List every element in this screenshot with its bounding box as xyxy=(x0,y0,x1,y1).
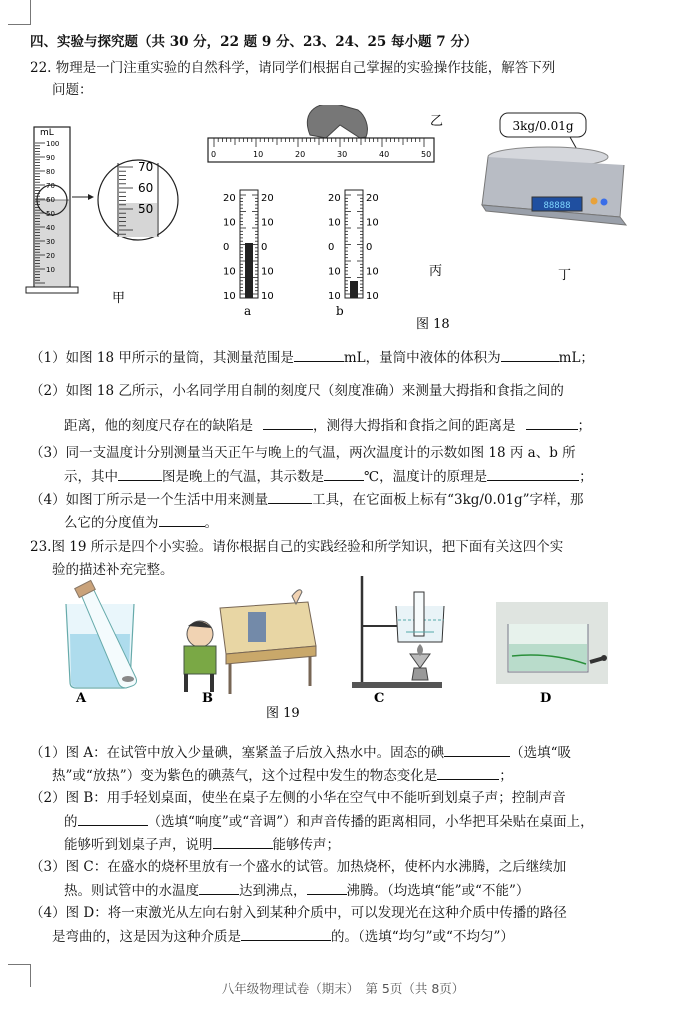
fig-label-a: a xyxy=(244,304,252,318)
answer-blank[interactable] xyxy=(199,880,239,895)
cylinder-tick-label: 20 xyxy=(46,252,55,260)
answer-blank[interactable] xyxy=(118,466,162,481)
ruler-tick-label: 20 xyxy=(295,150,306,159)
ruler-tick-label: 50 xyxy=(421,150,432,159)
q23-sub1-line1 xyxy=(30,742,571,763)
q22-sub3-text-c: ℃，温度计的原理是 xyxy=(364,469,488,485)
figure-19 xyxy=(0,572,686,722)
fig-label-ding: 丁 xyxy=(558,268,572,283)
graduated-cylinder xyxy=(26,127,94,293)
cylinder-zoom xyxy=(98,160,178,240)
figure-18 xyxy=(0,105,686,345)
cylinder-tick-label: 60 xyxy=(46,196,55,204)
zoom-tick-label: 60 xyxy=(138,181,154,195)
boiling-apparatus xyxy=(352,576,444,688)
q23-sub3-line2 xyxy=(64,880,529,901)
fig-label-A: A xyxy=(76,691,87,706)
cylinder-tick-label: 50 xyxy=(46,210,55,218)
cylinder-unit: mL xyxy=(40,128,54,138)
section-heading: 四、实验与探究题（共 30 分，22 题 9 分、23、24、25 每小题 7 分） xyxy=(30,34,478,50)
cylinder-tick-label: 100 xyxy=(46,140,60,148)
answer-blank[interactable] xyxy=(159,512,205,527)
thermometer-tick-label: 10 xyxy=(366,217,379,229)
thermometer-tick-label: 20 xyxy=(223,193,236,204)
desk-listener xyxy=(184,590,316,694)
answer-blank[interactable] xyxy=(437,765,499,780)
thermometer-tick-label: 10 xyxy=(261,291,274,302)
thermometer-b xyxy=(328,190,379,302)
q23-stem-line1: 23.图 19 所示是四个小实验。请你根据自己的实践经验和所学知识，把下面有关这四个实 xyxy=(30,539,564,555)
zoom-tick-label: 50 xyxy=(138,202,154,216)
electronic-scale xyxy=(482,113,626,225)
fig18-caption: 图 18 xyxy=(416,317,450,332)
q23-sub2-text-d: 能够传声； xyxy=(272,837,340,853)
answer-blank[interactable] xyxy=(78,811,148,826)
thermometer-tick-label: 10 xyxy=(366,291,379,302)
q22-sub4-text-b: 工具，在它面板上标有“3kg/0.01g”字样，那 xyxy=(312,492,584,508)
fig-label-D: D xyxy=(540,691,552,706)
fig19-caption: 图 19 xyxy=(266,706,300,721)
scale-display: 88888 xyxy=(543,201,571,211)
cylinder-tick-label: 40 xyxy=(46,224,55,232)
q23-stem-line2: 验的描述补充完整。 xyxy=(52,562,174,578)
scale-label: 3kg/0.01g xyxy=(512,119,574,133)
beaker-test-tube xyxy=(66,580,137,688)
thermometer-tick-label: 20 xyxy=(328,193,341,204)
q22-sub3-text-b: 图是晚上的气温，其示数是 xyxy=(162,469,324,485)
answer-blank[interactable] xyxy=(307,880,347,895)
q23-sub2-text-c: 能够听到划桌子声，说明 xyxy=(64,837,213,853)
q22-sub1 xyxy=(30,347,594,368)
q22-sub4-text-c: 么它的分度值为 xyxy=(64,515,159,531)
fig-label-B: B xyxy=(202,691,213,706)
q22-sub2-text-c: ； xyxy=(577,418,591,434)
ruler-tick-label: 30 xyxy=(337,150,348,159)
q23-sub3-text-b: 达到沸点， xyxy=(239,883,307,899)
q22-sub3-text-d: ； xyxy=(579,469,593,485)
ruler-tick-label: 40 xyxy=(379,150,390,159)
q23-sub3-line1: （3）图 C：在盛水的烧杯里放有一个盛水的试管。加热烧杯，使杯内水沸腾，之后继续加 xyxy=(30,859,567,875)
thermometer-tick-label: 10 xyxy=(223,291,236,302)
laser-tank xyxy=(496,602,608,684)
q23-sub1-text-a: （1）图 A：在试管中放入少量碘，塞紧盖子后放入热水中。固态的碘 xyxy=(30,745,445,761)
thermometer-a xyxy=(223,190,274,302)
q23-sub2-text-a: 的 xyxy=(64,814,78,830)
q22-sub3-line1: （3）同一支温度计分别测量当天正午与晚上的气温，两次温度计的示数如图 18 丙 a、b 所 xyxy=(30,445,576,461)
q22-sub1-text-a: （1）如图 18 甲所示的量筒，其测量范围是 xyxy=(30,350,294,366)
fig-label-b: b xyxy=(336,304,344,318)
q22-sub4-line2 xyxy=(64,512,218,533)
thermometer-tick-label: 10 xyxy=(223,266,236,278)
thermometer-tick-label: 10 xyxy=(261,217,274,229)
q22-sub4-text-d: 。 xyxy=(204,515,218,531)
cylinder-tick-label: 10 xyxy=(46,266,55,274)
answer-blank[interactable] xyxy=(294,347,344,362)
fig-label-jia: 甲 xyxy=(112,291,126,306)
answer-blank[interactable] xyxy=(213,834,273,849)
answer-blank[interactable] xyxy=(263,415,313,430)
answer-blank[interactable] xyxy=(526,415,578,430)
thermometer-tick-label: 20 xyxy=(261,193,274,204)
page-footer: 八年级物理试卷（期末） 第 5页（共 8页） xyxy=(221,981,465,996)
thermometer-tick-label: 20 xyxy=(366,193,379,204)
ruler-tick-label: 10 xyxy=(253,150,264,159)
q23-sub1-text-b: （选填“吸 xyxy=(510,745,572,761)
q23-sub2-text-b: （选填“响度”或“音调”）和声音传播的距离相同，小华把耳朵贴在桌面上， xyxy=(147,814,594,830)
fig-label-yi: 乙 xyxy=(430,114,444,129)
q23-sub2-line1: （2）图 B：用手轻划桌面，使坐在桌子左侧的小华在空气中不能听到划桌子声；控制声音 xyxy=(30,790,566,806)
q23-sub2-line3 xyxy=(64,834,340,855)
q23-sub4-text-a: 是弯曲的，这是因为这种介质是 xyxy=(52,929,241,945)
cylinder-tick-label: 90 xyxy=(46,154,55,162)
q22-sub4-text-a: （4）如图丁所示是一个生活中用来测量 xyxy=(30,492,269,508)
corner-mark-top-left xyxy=(8,0,31,25)
q23-sub3-text-a: 热。则试管中的水温度 xyxy=(64,883,199,899)
answer-blank[interactable] xyxy=(324,466,364,481)
answer-blank[interactable] xyxy=(444,742,510,757)
answer-blank[interactable] xyxy=(501,347,559,362)
q23-sub1-text-c: 热”或“放热”）变为紫色的碘蒸气，这个过程中发生的物态变化是 xyxy=(52,768,438,784)
q23-sub1-line2 xyxy=(52,765,513,786)
cylinder-tick-label: 80 xyxy=(46,168,55,176)
thermometer-tick-label: 0 xyxy=(223,242,230,253)
q22-sub3-text-a: 示，其中 xyxy=(64,469,118,485)
fig-label-C: C xyxy=(374,691,385,706)
thermometer-tick-label: 10 xyxy=(366,266,379,278)
q22-sub4-line1 xyxy=(30,489,584,510)
q22-sub2-line1: （2）如图 18 乙所示，小名同学用自制的刻度尺（刻度准确）来测量大拇指和食指之间的 xyxy=(30,383,564,399)
q23-sub3-text-c: 沸腾。（均选填“能”或“不能”） xyxy=(346,883,530,899)
q22-sub2-text-b: ，测得大拇指和食指之间的距离是 xyxy=(313,418,516,434)
thermometer-tick-label: 0 xyxy=(328,242,335,253)
q23-sub4-line2 xyxy=(52,926,514,947)
q22-sub2-text-a: 距离，他的刻度尺存在的缺陷是 xyxy=(64,418,253,434)
zoom-tick-label: 70 xyxy=(138,160,154,174)
q22-sub2-line2 xyxy=(64,415,591,436)
answer-blank[interactable] xyxy=(487,466,579,481)
thermometer-tick-label: 0 xyxy=(366,242,373,253)
q23-sub1-text-d: ； xyxy=(499,768,513,784)
q22-sub1-text-c: mL； xyxy=(558,350,594,366)
q23-sub4-line1: （4）图 D：将一束激光从左向右射入到某种介质中，可以发现光在这种介质中传播的路径 xyxy=(30,905,567,921)
thermometer-tick-label: 10 xyxy=(328,266,341,278)
thermometer-tick-label: 10 xyxy=(328,217,341,229)
answer-blank[interactable] xyxy=(268,489,312,504)
thermometer-tick-label: 10 xyxy=(261,266,274,278)
q22-sub3-line2 xyxy=(64,466,593,487)
q23-sub2-line2 xyxy=(64,811,594,832)
thermometer-tick-label: 10 xyxy=(223,217,236,229)
cylinder-tick-label: 70 xyxy=(46,182,55,190)
fig-label-bing: 丙 xyxy=(429,264,443,279)
answer-blank[interactable] xyxy=(241,926,331,941)
q22-stem-line1: 22. 物理是一门注重实验的自然科学，请同学们根据自己掌握的实验操作技能，解答下列 xyxy=(30,60,556,76)
thermometer-tick-label: 0 xyxy=(261,242,268,253)
q22-sub1-text-b: mL，量筒中液体的体积为 xyxy=(343,350,501,366)
cylinder-tick-label: 30 xyxy=(46,238,55,246)
ruler-with-hand xyxy=(208,105,434,162)
q22-stem-line2: 问题： xyxy=(52,82,93,98)
q23-sub4-text-b: 的。（选填“均匀”或“不均匀”） xyxy=(331,929,514,945)
ruler-tick-label: 0 xyxy=(211,150,217,159)
thermometer-tick-label: 10 xyxy=(328,291,341,302)
